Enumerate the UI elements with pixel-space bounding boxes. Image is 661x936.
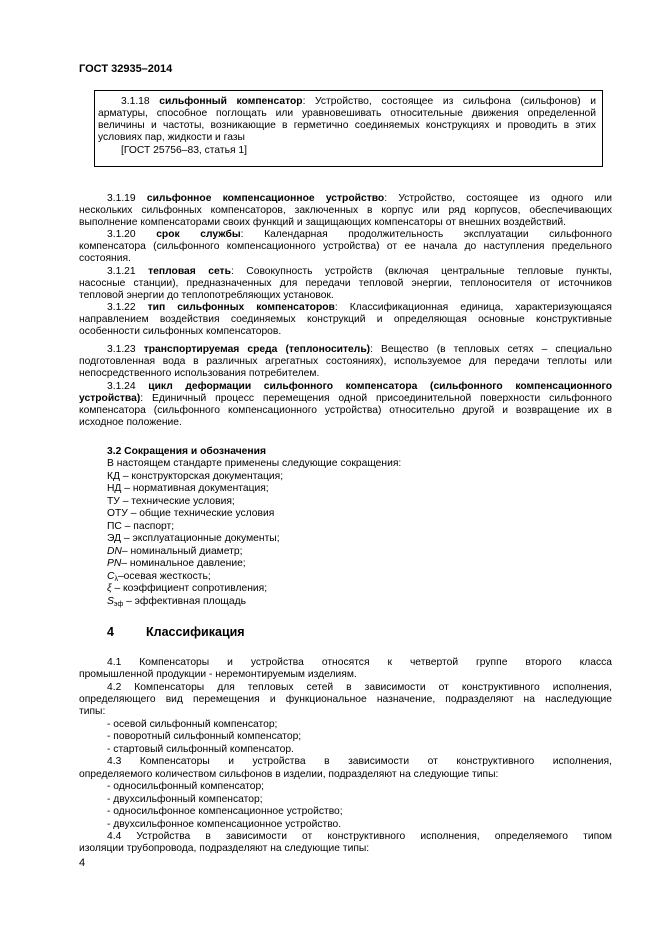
definition-3-1-22-line-3: особенности сильфонных компенсаторов.	[79, 326, 282, 337]
definition-3-1-24-line-3: компенсатора (сильфонного компенсационного устройства) относительно другой и возвращение их в	[79, 405, 612, 416]
list-item: - односильфонное компенсационное устройство;	[107, 806, 343, 817]
list-item: - двухсильфонное компенсационное устройство.	[107, 819, 342, 830]
paragraph-4-2: 4.2 Компенсаторы для тепловых сетей в зависимости от конструктивного исполнения,	[107, 682, 612, 693]
list-item: - двухсильфонный компенсатор;	[107, 794, 263, 805]
abbrev-item: ТУ – технические условия;	[107, 496, 235, 507]
definition-3-1-22-line-2: направлением воздействия соединяемых конструкций и определяющая основные конструктивные	[79, 314, 612, 325]
abbrev-item: ОТУ – общие технические условия	[107, 508, 275, 519]
paragraph-4-2-line-2: определяющего вид перемещения и функциональное назначение, подразделяют на наследующие	[79, 694, 612, 705]
paragraph-4-2-line-3: типы:	[79, 706, 106, 717]
abbrev-item: ПС – паспорт;	[107, 521, 175, 532]
symbol-item-pn: PN– номинальное давление;	[107, 558, 246, 569]
paragraph-4-1: 4.1 Компенсаторы и устройства относятся к четвертой группе второго класса	[107, 657, 612, 668]
paragraph-4-3: 4.3 Компенсаторы и устройства в зависимости от конструктивного исполнения,	[107, 756, 612, 767]
list-item: - односильфонный компенсатор;	[107, 781, 265, 792]
paragraph-4-3-line-2: определяемого количеством сильфонов в изделии, подразделяют на следующие типы:	[79, 769, 499, 780]
symbol-item-dn: DN– номинальный диаметр;	[107, 546, 243, 557]
section-title: Классификация	[146, 625, 245, 639]
symbol-item-xi: ξ – коэффициент сопротивления;	[107, 583, 268, 594]
definition-3-1-21-line-2: насосные станции), предназначенных для передачи тепловой энергии, теплоносителя от источников	[79, 278, 612, 289]
abbrev-item: КД – конструкторская документация;	[107, 471, 284, 482]
list-item: - стартовый сильфонный компенсатор.	[107, 744, 294, 755]
definition-3-1-21: 3.1.21 тепловая сеть: Совокупность устройств (включая центральные тепловые пункты,	[107, 266, 612, 277]
definition-3-1-24-line-4: исходное положение.	[79, 417, 182, 428]
abbrev-item: НД – нормативная документация;	[107, 483, 269, 494]
box-line-4: условиях пар, жидкости и газы	[98, 132, 245, 143]
definition-3-1-23-line-3: непосредственного использования потребителем.	[79, 368, 320, 379]
paragraph-4-4-line-2: изоляции трубопровода, подразделяют на следующие типы:	[79, 843, 370, 854]
box-line-2: арматуры, способное поглощать или уравновешивать относительные движения определенной	[98, 108, 596, 119]
list-item: - поворотный сильфонный компенсатор;	[107, 731, 302, 742]
box-line-3: величины и частоты, возникающие в герметично соединяемых конструкциях и проводить в этих	[98, 120, 596, 131]
box-citation: [ГОСТ 25756–83, статья 1]	[121, 145, 248, 156]
page-number: 4	[79, 857, 86, 869]
definition-3-1-23: 3.1.23 транспортируемая среда (теплоноситель): Вещество (в тепловых сетях – специально	[107, 344, 612, 355]
definition-3-1-24-line-2: устройства): Единичный процесс перемещения одной присоединительной поверхности сильфонного	[79, 393, 612, 404]
definition-3-1-22: 3.1.22 тип сильфонных компенсаторов: Классификационная единица, характеризующаяся	[107, 302, 612, 313]
definition-3-1-19: 3.1.19 сильфонное компенсационное устройство: Устройство, состоящее из одного или	[107, 193, 612, 204]
definition-3-1-21-line-3: тепловой энергии до теплопотребляющих установок.	[79, 290, 334, 301]
symbol-item-c: $C_\lambda$–осевая жесткость;	[107, 571, 211, 583]
abbrev-section-title: 3.2 Сокращения и обозначения	[107, 446, 266, 457]
section-number: 4	[107, 625, 114, 639]
definition-3-1-20-line-3: состояния.	[79, 253, 131, 264]
abbrev-intro: В настоящем стандарте применены следующие сокращения:	[107, 458, 402, 469]
symbol-item-s: $S_{эф}$ – эффективная площадь	[107, 596, 246, 608]
abbrev-item: ЭД – эксплуатационные документы;	[107, 533, 280, 544]
paragraph-4-4: 4.4 Устройства в зависимости от конструктивного исполнения, определяемого типом	[107, 831, 612, 842]
definition-3-1-24: 3.1.24 цикл деформации сильфонного компенсатора (сильфонного компенсационного	[107, 381, 612, 392]
definition-3-1-20: 3.1.20 срок службы: Календарная продолжительность эксплуатации сильфонного	[107, 229, 612, 240]
list-item: - осевой сильфонный компенсатор;	[107, 719, 278, 730]
definition-3-1-20-line-2: компенсатора (сильфонного компенсационного устройства) от ее начала до наступления предельного	[79, 241, 612, 252]
definition-3-1-19-line-2: нескольких сильфонных компенсаторов, заключенных в корпус или ряд корпусов, обеспечивающих	[79, 205, 612, 216]
box-line-1: 3.1.18 сильфонный компенсатор: Устройство, состоящее из сильфона (сильфонов) и	[121, 96, 596, 107]
document-header: ГОСТ 32935–2014	[79, 63, 173, 75]
definition-3-1-23-line-2: подготовленная вода в различных агрегатных состояниях), используемое для передачи теплоты или	[79, 356, 612, 367]
definition-3-1-19-line-3: выполнение компенсаторами своих функций и защищающих компенсаторы от внешних воздействий.	[79, 217, 567, 228]
paragraph-4-1-line-2: промышленной продукции - неремонтируемым изделиям.	[79, 669, 357, 680]
